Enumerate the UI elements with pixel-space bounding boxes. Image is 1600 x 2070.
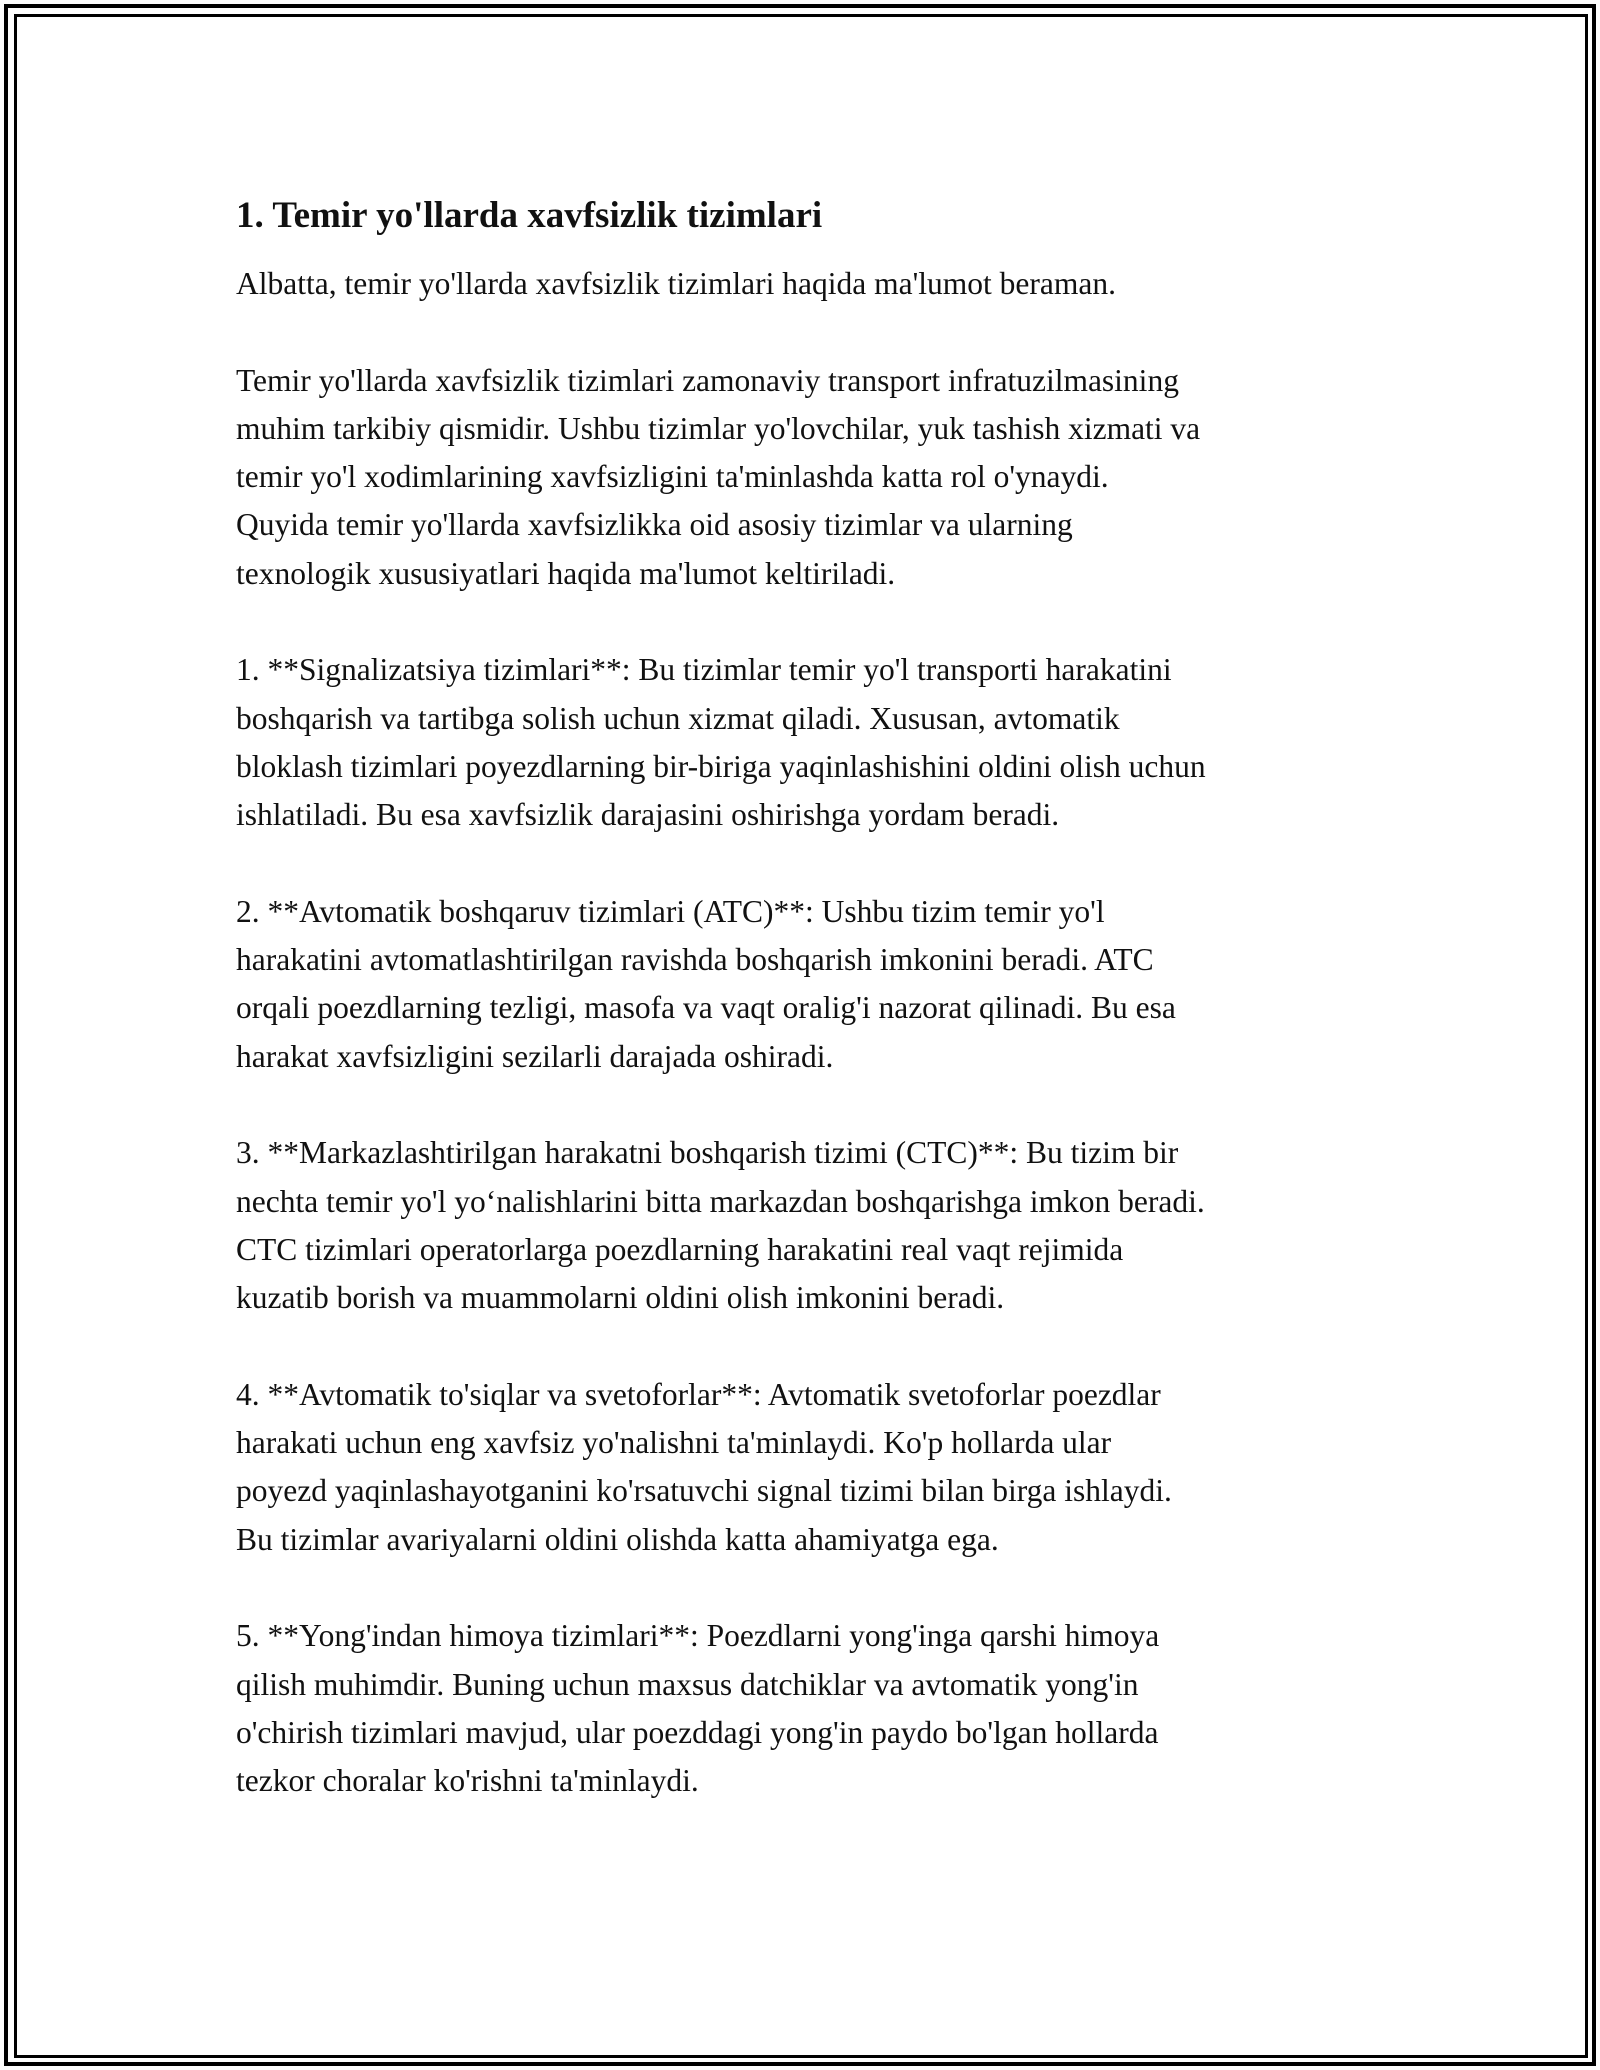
text-line: texnologik xususiyatlari haqida ma'lumot keltiriladi.: [236, 555, 896, 591]
text-line: harakati uchun eng xavfsiz yo'nalishni ta'minlaydi. Ko'p hollarda ular: [236, 1425, 1112, 1461]
text-line: tezkor choralar ko'rishni ta'minlaydi.: [236, 1763, 699, 1799]
intro-paragraph: [236, 260, 1376, 308]
text-line: qilish muhimdir. Buning uchun maxsus datchiklar va avtomatik yong'in: [236, 1666, 1139, 1702]
text-line: ishlatiladi. Bu esa xavfsizlik darajasini oshirishga yordam beradi.: [236, 797, 1060, 833]
text-line: kuzatib borish va muammolarni oldini olish imkonini beradi.: [236, 1280, 1005, 1316]
text-line: boshqarish va tartibga solish uchun xizmat qiladi. Xususan, avtomatik: [236, 700, 1120, 736]
text-line: poyezd yaqinlashayotganini ko'rsatuvchi signal tizimi bilan birga ishlaydi.: [236, 1473, 1172, 1509]
text-line: 2. **Avtomatik boshqaruv tizimlari (ATC)**: Ushbu tizim temir yo'l: [236, 893, 1105, 929]
list-item-signalizatsiya: [236, 646, 1376, 839]
list-item-svetoforlar: [236, 1371, 1376, 1564]
text-line: o'chirish tizimlari mavjud, ular poezddagi yong'in paydo bo'lgan hollarda: [236, 1714, 1159, 1750]
text-line: temir yo'l xodimlarining xavfsizligini ta'minlashda katta rol o'ynaydi.: [236, 459, 1109, 495]
text-line: Bu tizimlar avariyalarni oldini olishda katta ahamiyatga ega.: [236, 1521, 999, 1557]
text-line: muhim tarkibiy qismidir. Ushbu tizimlar yo'lovchilar, yuk tashish xizmati va: [236, 410, 1201, 446]
text-line: harakat xavfsizligini sezilarli darajada oshiradi.: [236, 1038, 834, 1074]
text-line: orqali poezdlarning tezligi, masofa va vaqt oralig'i nazorat qilinadi. Bu esa: [236, 990, 1176, 1026]
document-title: 1. Temir yo'llarda xavfsizlik tizimlari: [236, 195, 823, 236]
text-line: Temir yo'llarda xavfsizlik tizimlari zamonaviy transport infratuzilmasining: [236, 362, 1179, 398]
overview-paragraph: [236, 357, 1376, 598]
text-line: 1. **Signalizatsiya tizimlari**: Bu tizimlar temir yo'l transporti harakatini: [236, 652, 1172, 688]
document-body: [236, 188, 1376, 1854]
text-line: 3. **Markazlashtirilgan harakatni boshqarish tizimi (CTC)**: Bu tizim bir: [236, 1135, 1179, 1171]
text-line: bloklash tizimlari poyezdlarning bir-biriga yaqinlashishini oldini olish uchun: [236, 748, 1206, 784]
text-line: Quyida temir yo'llarda xavfsizlikka oid asosiy tizimlar va ularning: [236, 507, 1073, 543]
text-line: Albatta, temir yo'llarda xavfsizlik tizimlari haqida ma'lumot beraman.: [236, 266, 1116, 301]
text-line: harakatini avtomatlashtirilgan ravishda boshqarish imkonini beradi. ATC: [236, 942, 1154, 978]
text-line: 4. **Avtomatik to'siqlar va svetoforlar**: Avtomatik svetoforlar poezdlar: [236, 1376, 1161, 1412]
text-line: 5. **Yong'indan himoya tizimlari**: Poezdlarni yong'inga qarshi himoya: [236, 1618, 1160, 1654]
text-line: nechta temir yo'l yo‘nalishlarini bitta markazdan boshqarishga imkon beradi.: [236, 1183, 1205, 1219]
text-line: CTC tizimlari operatorlarga poezdlarning harakatini real vaqt rejimida: [236, 1231, 1124, 1267]
list-item-atc: [236, 888, 1376, 1081]
list-item-yongin: [236, 1612, 1376, 1805]
list-item-ctc: [236, 1129, 1376, 1322]
